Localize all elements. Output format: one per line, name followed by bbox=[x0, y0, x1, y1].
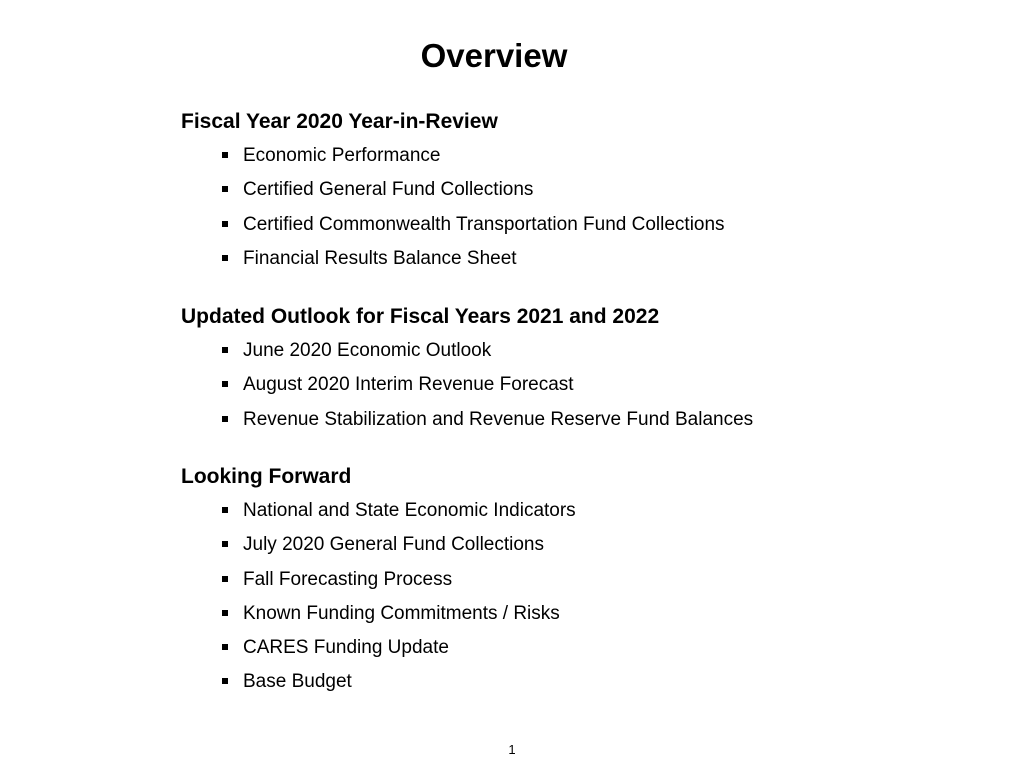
list-item bbox=[181, 249, 981, 283]
list-item bbox=[181, 501, 981, 535]
square-bullet-icon bbox=[222, 576, 228, 582]
square-bullet-icon bbox=[222, 221, 228, 227]
page-title: Overview bbox=[420, 37, 568, 74]
page-number: 1 bbox=[508, 742, 516, 757]
list-item-label: Fall Forecasting Process bbox=[243, 568, 453, 590]
list-item-label: CARES Funding Update bbox=[243, 637, 449, 659]
list-item bbox=[181, 146, 981, 180]
list-item bbox=[181, 215, 981, 249]
square-bullet-icon bbox=[222, 644, 228, 650]
list-item-label: Economic Performance bbox=[243, 145, 441, 166]
section-fy2020-review bbox=[181, 108, 981, 283]
section-looking-forward bbox=[181, 463, 981, 707]
list-item-label: Revenue Stabilization and Revenue Reserve Fund Balances bbox=[243, 408, 754, 430]
list-item bbox=[181, 535, 981, 569]
section-updated-outlook bbox=[181, 303, 981, 444]
square-bullet-icon bbox=[222, 678, 228, 684]
square-bullet-icon bbox=[222, 186, 228, 192]
list-item-label: National and State Economic Indicators bbox=[243, 500, 576, 521]
bullet-list bbox=[181, 341, 981, 444]
list-item bbox=[181, 570, 981, 604]
list-item bbox=[181, 672, 981, 706]
section-heading: Updated Outlook for Fiscal Years 2021 and 2022 bbox=[181, 305, 660, 328]
square-bullet-icon bbox=[222, 541, 228, 547]
square-bullet-icon bbox=[222, 152, 228, 158]
square-bullet-icon bbox=[222, 610, 228, 616]
bullet-list bbox=[181, 501, 981, 707]
square-bullet-icon bbox=[222, 347, 228, 353]
section-heading: Fiscal Year 2020 Year-in-Review bbox=[181, 110, 498, 133]
square-bullet-icon bbox=[222, 381, 228, 387]
bullet-list bbox=[181, 146, 981, 283]
list-item-label: Base Budget bbox=[243, 671, 352, 693]
list-item bbox=[181, 604, 981, 638]
square-bullet-icon bbox=[222, 507, 228, 513]
list-item bbox=[181, 341, 981, 375]
list-item-label: Known Funding Commitments / Risks bbox=[243, 602, 560, 624]
list-item bbox=[181, 410, 981, 444]
list-item-label: Financial Results Balance Sheet bbox=[243, 247, 517, 269]
list-item-label: Certified General Fund Collections bbox=[243, 179, 534, 201]
list-item-label: July 2020 General Fund Collections bbox=[243, 534, 545, 556]
list-item bbox=[181, 638, 981, 672]
section-heading: Looking Forward bbox=[181, 465, 352, 488]
list-item bbox=[181, 180, 981, 214]
list-item-label: June 2020 Economic Outlook bbox=[243, 340, 492, 361]
list-item-label: August 2020 Interim Revenue Forecast bbox=[243, 374, 574, 396]
square-bullet-icon bbox=[222, 255, 228, 261]
square-bullet-icon bbox=[222, 416, 228, 422]
list-item-label: Certified Commonwealth Transportation Fund Collections bbox=[243, 213, 725, 235]
list-item bbox=[181, 375, 981, 409]
